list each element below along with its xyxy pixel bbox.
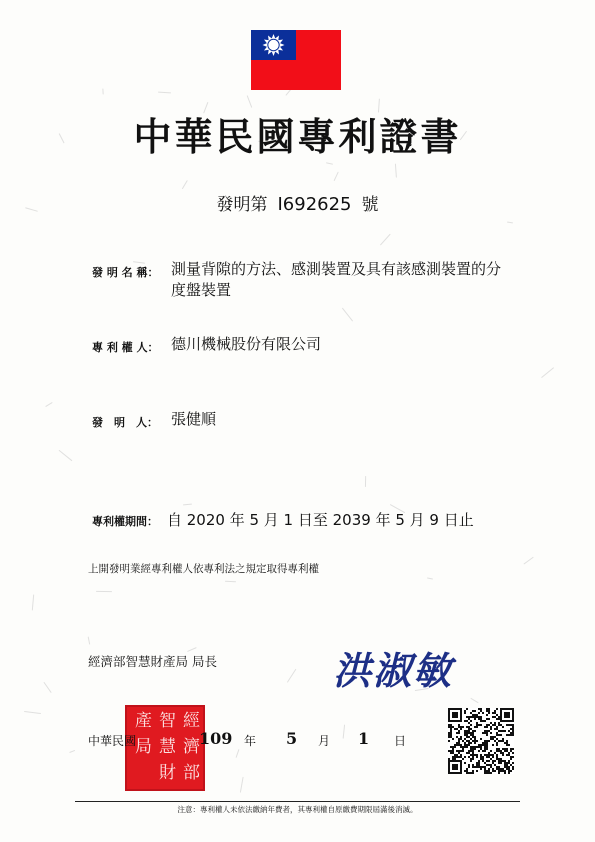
term-value: 自 2020 年 5 月 1 日至 2039 年 5 月 9 日止 bbox=[167, 511, 474, 529]
patentee-value: 德川機械股份有限公司 bbox=[171, 335, 322, 353]
paper-fiber bbox=[471, 698, 479, 703]
issuing-authority: 經濟部智慧財產局 局長 bbox=[88, 654, 217, 669]
inventor-label: 發 明 人： bbox=[92, 416, 158, 429]
date-day: 1 bbox=[358, 729, 370, 748]
paper-fiber bbox=[285, 89, 291, 96]
date-year: 109 bbox=[199, 729, 233, 748]
certificate-title: 中華民國專利證書 bbox=[133, 114, 462, 159]
date-era: 中華民國 bbox=[88, 734, 137, 748]
paper-fiber bbox=[69, 750, 75, 753]
paper-fiber bbox=[44, 682, 52, 693]
paper-fiber bbox=[32, 594, 34, 610]
date-year-unit: 年 bbox=[244, 734, 257, 748]
grant-statement: 上開發明業經專利權人依專利法之規定取得專利權 bbox=[88, 563, 319, 575]
date-month: 5 bbox=[286, 729, 298, 748]
paper-fiber bbox=[187, 647, 197, 652]
paper-fiber bbox=[88, 637, 90, 645]
paper-fiber bbox=[427, 578, 433, 580]
official-seal-icon bbox=[125, 705, 205, 791]
paper-fiber bbox=[45, 402, 52, 407]
paper-fiber bbox=[183, 504, 192, 506]
paper-fiber bbox=[182, 180, 188, 189]
seal-char: 經 bbox=[183, 711, 200, 731]
term-label: 專利權期間： bbox=[92, 515, 158, 528]
director-signature: 洪淑敏 bbox=[333, 648, 454, 693]
patent-number-line bbox=[0, 190, 595, 215]
paper-fiber bbox=[395, 163, 397, 177]
patentee-label: 專 利 權 人： bbox=[92, 341, 159, 354]
seal-char: 部 bbox=[183, 763, 200, 783]
seal-char: 產 bbox=[135, 711, 152, 731]
paper-fiber bbox=[236, 749, 240, 758]
paper-fiber bbox=[333, 172, 338, 182]
seal-char: 局 bbox=[135, 737, 152, 757]
invention-name-value: 測量背隙的方法、感測裝置及具有該感測裝置的分度盤裝置 bbox=[171, 260, 502, 299]
paper-fiber bbox=[158, 91, 171, 93]
date-month-unit: 月 bbox=[318, 734, 331, 748]
paper-fiber bbox=[380, 234, 391, 246]
paper-fiber bbox=[342, 307, 353, 321]
qr-code-icon bbox=[448, 708, 514, 774]
invention-name-label: 發 明 名 稱： bbox=[92, 266, 159, 279]
patent-number: I692625 bbox=[277, 194, 352, 215]
paper-fiber bbox=[96, 591, 112, 592]
patent-number-suffix: 號 bbox=[361, 195, 379, 215]
paper-fiber bbox=[103, 89, 104, 95]
seal-char: 智 bbox=[159, 711, 176, 731]
roc-flag-icon bbox=[251, 30, 341, 90]
paper-fiber bbox=[365, 476, 366, 487]
paper-fiber bbox=[524, 556, 534, 564]
seal-char: 財 bbox=[159, 763, 176, 783]
footer-note: 注意：專利權人未依法繳納年費者，其專利權自原繳費期限屆滿後消滅。 bbox=[177, 805, 418, 814]
seal-char: 濟 bbox=[183, 737, 200, 757]
paper-fiber bbox=[24, 711, 41, 714]
white-sun-icon bbox=[251, 30, 296, 60]
inventor-value: 張健順 bbox=[171, 410, 217, 428]
patent-number-prefix: 發明第 bbox=[216, 195, 268, 215]
date-day-unit: 日 bbox=[394, 734, 407, 748]
paper-fiber bbox=[326, 162, 333, 164]
paper-fiber bbox=[542, 368, 555, 379]
paper-fiber bbox=[58, 450, 72, 461]
paper-fiber bbox=[224, 581, 235, 583]
paper-fiber bbox=[343, 725, 345, 739]
footer-divider bbox=[75, 801, 520, 802]
paper-fiber bbox=[507, 222, 514, 224]
paper-fiber bbox=[240, 777, 244, 793]
paper-fiber bbox=[287, 669, 296, 683]
seal-char: 慧 bbox=[159, 737, 176, 757]
